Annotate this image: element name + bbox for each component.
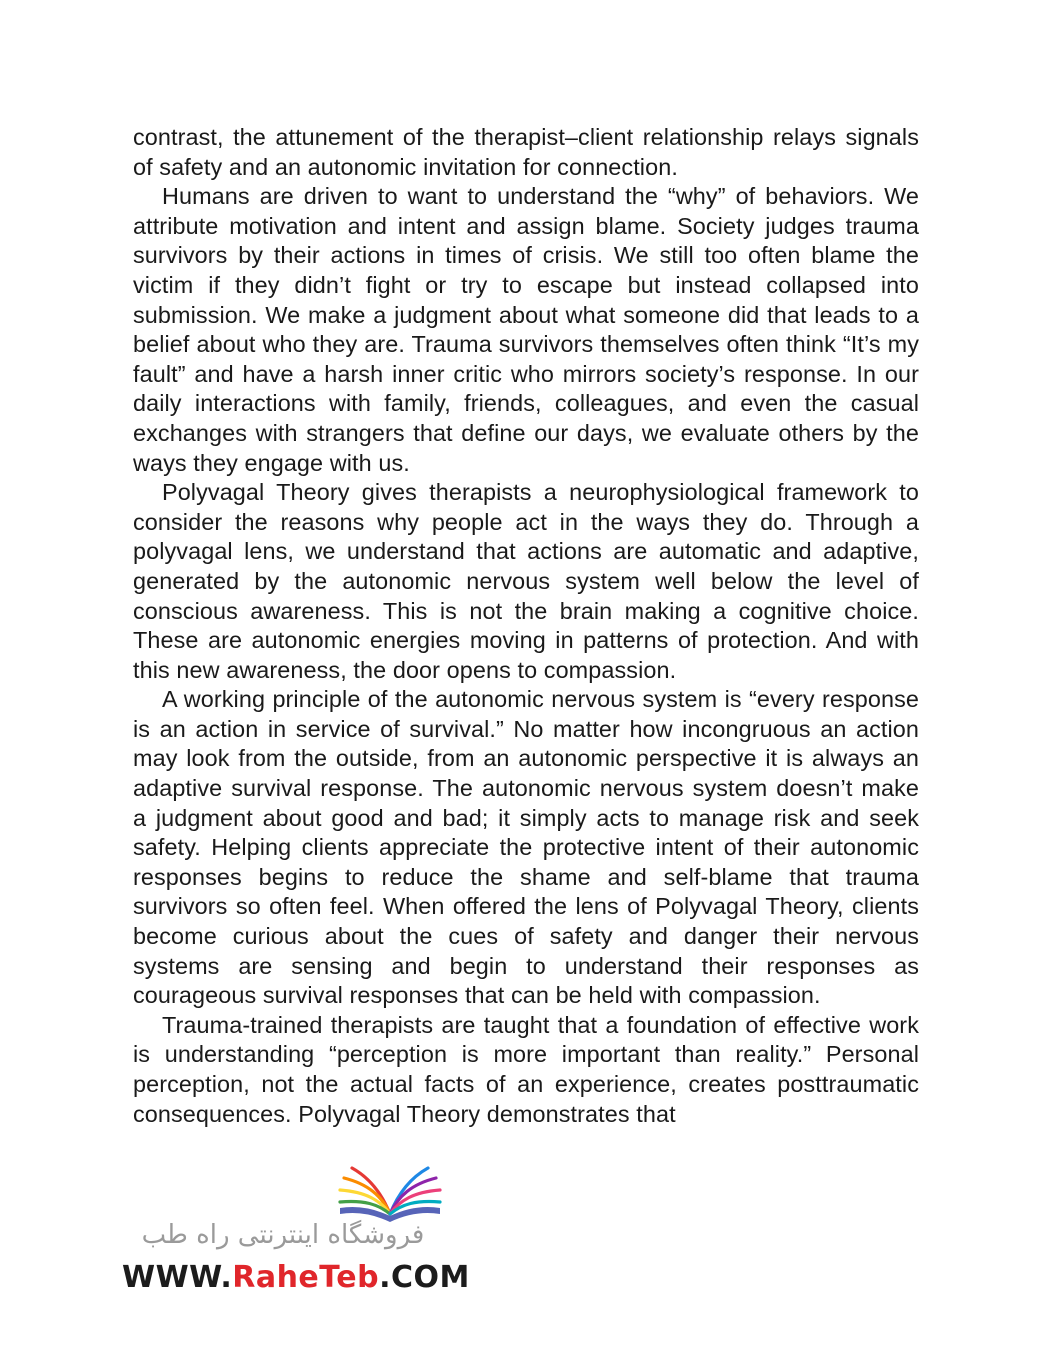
paragraph-4: A working principle of the autonomic nervous system is “every response is an action in service of survival.” No matter how incongruous an action may look from the outside, from an autonomic perspective it is always an adaptive survival response. The autonomic nervous system doesn’t make a judgment about good and bad; it simply acts to manage risk and seek safety. Helping clients appreciate the protective intent of their autonomic responses begins to reduce the shame and self-blame that trauma survivors so often feel. When offered the lens of Polyvagal Theory, clients become curious about the cues of safety and danger their nervous systems are sensing and begin to understand their responses as courageous survival responses that can be held with compassion. bbox=[133, 686, 919, 1009]
watermark-url-brand: RaheTeb bbox=[232, 1260, 380, 1295]
watermark-url-suffix: .COM bbox=[379, 1260, 470, 1295]
paragraph-5: Trauma-trained therapists are taught that a foundation of effective work is understanding “perception is more important than reality.” Personal perception, not the actual facts of an experience, creates posttraumatic consequences. Polyvagal Theory demonstrates that bbox=[133, 1011, 919, 1127]
paragraph-3: Polyvagal Theory gives therapists a neurophysiological framework to consider the reasons why people act in the ways they do. Through a polyvagal lens, we understand that actions are automatic and adaptive, generated by the autonomic nervous system well below the level of conscious awareness. This is not the brain making a cognitive choice. These are autonomic energies moving in patterns of protection. And with this new awareness, the door opens to compassion. bbox=[133, 479, 919, 683]
paragraph-1: contrast, the attunement of the therapist–client relationship relays signals of safety and an autonomic invitation for connection. bbox=[133, 124, 919, 180]
paragraph-2: Humans are driven to want to understand the “why” of behaviors. We attribute motivation and intent and assign blame. Society judges trauma survivors by their actions in times of crisis. We still too often blame the victim if they didn’t fight or try to escape but instead collapsed into submission. We make a judgment about what someone did that leads to a belief about who they are. Trauma survivors themselves often think “It’s my fault” and have a harsh inner critic who mirrors society’s response. In our daily interactions with family, friends, colleagues, and even the casual exchanges with strangers that define our days, we evaluate others by the ways they engage with us. bbox=[133, 183, 919, 476]
open-book-rainbow-icon bbox=[330, 1156, 450, 1222]
watermark-persian-text: فروشگاه اینترنتی راه طب bbox=[141, 1220, 425, 1250]
watermark bbox=[118, 1148, 470, 1298]
watermark-url-prefix: WWW. bbox=[122, 1260, 233, 1295]
page-body bbox=[133, 123, 919, 1129]
watermark-url bbox=[122, 1260, 470, 1295]
